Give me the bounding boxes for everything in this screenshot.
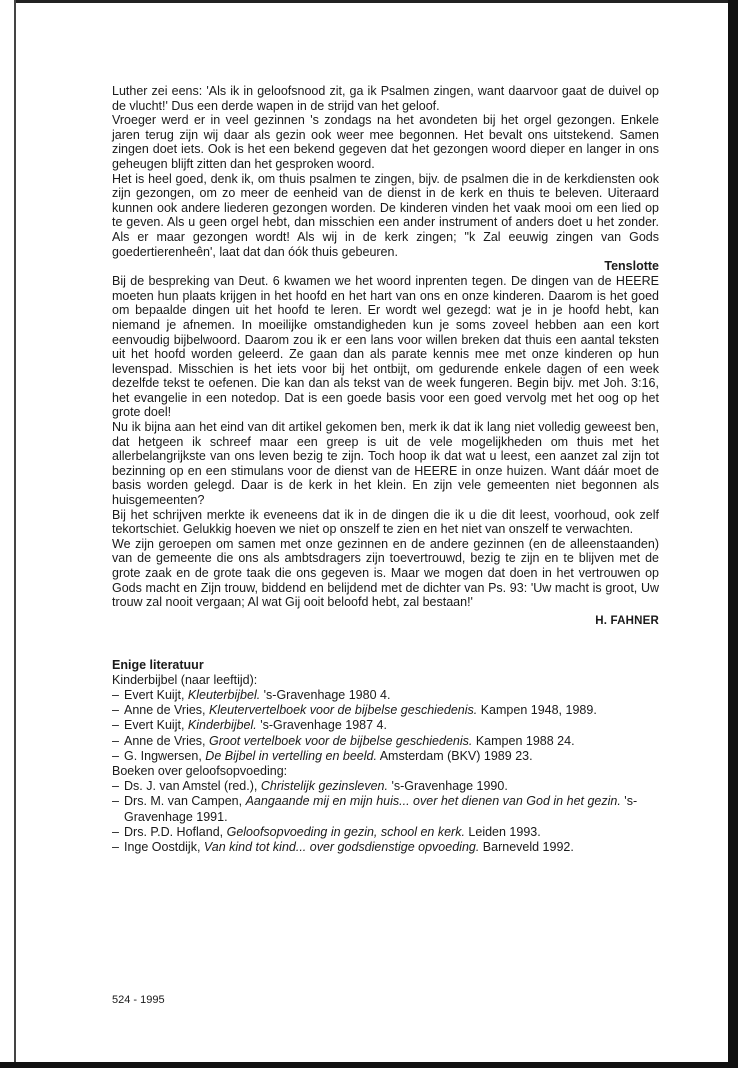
intro-text (112, 84, 659, 259)
scan-edge-bottom (0, 1062, 738, 1068)
paragraph: Bij de bespreking van Deut. 6 kwamen we het woord inprenten tegen. De dingen van de HEERE moeten hun plaats krijgen in het hoofd en het hart van ons en onze kinderen. Daarom is het goed om bepaalde dingen uit het hoofd te leren. Er wordt wel gezegd: wat je in je hoofd hebt, kan niemand je afnemen. In moeilijke omstandigheden kun je soms zoveel hebben aan een kort eenvoudig bijbelwoord. Daarom zou ik er een lans voor willen breken dat thuis een aantal teksten uit het hoofd worden geleerd. Ze gaan dan als parate kennis mee met onze kinderen op hun levenspad. Misschien is het iets voor bij het ontbijt, om gedurende enkele dagen of een week dezelfde tekst te oefenen. Die kan dan als tekst van de week fungeren. Begin bijv. met Joh. 3:16, het evangelie in een notedop. Dat is een goede basis voor een goed vervolg met het oog op het grote doel! (112, 274, 659, 420)
literature-item: – Ds. J. van Amstel (red.), Christelijk gezinsleven. 's-Gravenhage 1990. (112, 779, 659, 794)
scan-edge-left (14, 0, 16, 1068)
paragraph: Vroeger werd er in veel gezinnen 's zondags na het avondeten bij het orgel gezongen. Enkele jaren terug zijn wij daar als gezin ook weer mee begonnen. Het bevalt ons uitstekend. Samen zingen doet iets. Ook is het een bekend gegeven dat het gezongen woord dieper en langer in ons geheugen blijft zitten dan het gesproken woord. (112, 113, 659, 171)
literature-item: – Evert Kuijt, Kinderbijbel. 's-Gravenhage 1987 4. (112, 718, 659, 733)
literature-group-label: Kinderbijbel (naar leeftijd): (112, 672, 258, 687)
literature-list (112, 779, 659, 855)
literature-item: – Inge Oostdijk, Van kind tot kind... over godsdienstige opvoeding. Barneveld 1992. (112, 840, 659, 855)
literature-item: – Anne de Vries, Groot vertelboek voor de bijbelse geschiedenis. Kampen 1988 24. (112, 734, 659, 749)
paragraph: We zijn geroepen om samen met onze gezinnen en de andere gezinnen (en de alleenstaanden) van de gemeente die ons als ambtsdragers zijn toevertrouwd, bezig te zijn en te blijven met de grote zaak en de grote taak die ons gegeven is. Maar we mogen dat doen in het vertrouwen op Gods macht en Zijn trouw, biddend en belijdend met de dichter van Ps. 93: 'Uw macht is groot, Uw trouw zal nooit vergaan; Al wat Gij ooit beloofd hebt, zal bestaan!' (112, 536, 659, 610)
section-heading: Tenslotte (604, 259, 659, 274)
literature-item: – Drs. M. van Campen, Aangaande mij en mijn huis... over het dienen van God in het gezin. 's-Gravenhage 1991. (112, 794, 659, 824)
author-signature: H. FAHNER (595, 614, 659, 627)
scan-edge-top (14, 0, 738, 3)
page-number: 524 - 1995 (112, 994, 165, 1006)
literature-item: – Anne de Vries, Kleutervertelboek voor de bijbelse geschiedenis. Kampen 1948, 1989. (112, 703, 659, 718)
scan-edge-right (728, 0, 738, 1068)
literature-item: – Evert Kuijt, Kleuterbijbel. 's-Gravenhage 1980 4. (112, 688, 659, 703)
page-body (112, 84, 659, 855)
closing-text (112, 274, 659, 610)
literature-item: – Drs. P.D. Hofland, Geloofsopvoeding in gezin, school en kerk. Leiden 1993. (112, 825, 659, 840)
paragraph: Nu ik bijna aan het eind van dit artikel gekomen ben, merk ik dat ik lang niet volledig geweest ben, dat hetgeen ik schreef maar een greep is uit de vele mogelijkheden om thuis met het allerbelangrijkste van ons leven bezig te zijn. Toch hoop ik dat wat u leest, een aanzet zal zijn tot bezinning op en een stimulans voor de dienst van de HEERE in onze huizen. Want dáár moet de basis worden gelegd. Daar is de kerk in het klein. En zijn vele gemeenten niet begonnen als huisgemeenten? (112, 420, 659, 508)
paragraph: Het is heel goed, denk ik, om thuis psalmen te zingen, bijv. de psalmen die in de kerkdiensten ook zijn gezongen, om zo meer de eenheid van de dienst in de kerk en thuis te beleven. Uiteraard kunnen ook andere liederen gezongen worden. De kinderen vinden het vaak mooi om een lied op te geven. Als u geen orgel hebt, dan misschien een ander instrument of anders doet u het zonder. Als er maar gezongen wordt! Als wij in de kerk zingen; "k Zal eeuwig zingen van Gods goedertierenheên', laat dat dan óók thuis gebeuren. (112, 171, 659, 259)
literature-list (112, 688, 659, 764)
literature-heading: Enige literatuur (112, 657, 204, 672)
literature-group-label: Boeken over geloofsopvoeding: (112, 764, 288, 778)
paragraph: Bij het schrijven merkte ik eveneens dat ik in de dingen die ik u die dit leest, voorhoud, ook zelf tekortschiet. Gelukkig hoeven we niet op onszelf te zien en het niet van onszelf te verwachten. (112, 507, 659, 537)
literature-item: – G. Ingwersen, De Bijbel in vertelling en beeld. Amsterdam (BKV) 1989 23. (112, 749, 659, 764)
literature-section (112, 658, 659, 855)
paragraph: Luther zei eens: 'Als ik in geloofsnood zit, ga ik Psalmen zingen, want daarvoor gaat de duivel op de vlucht!' Dus een derde wapen in de strijd van het geloof. (112, 84, 659, 113)
